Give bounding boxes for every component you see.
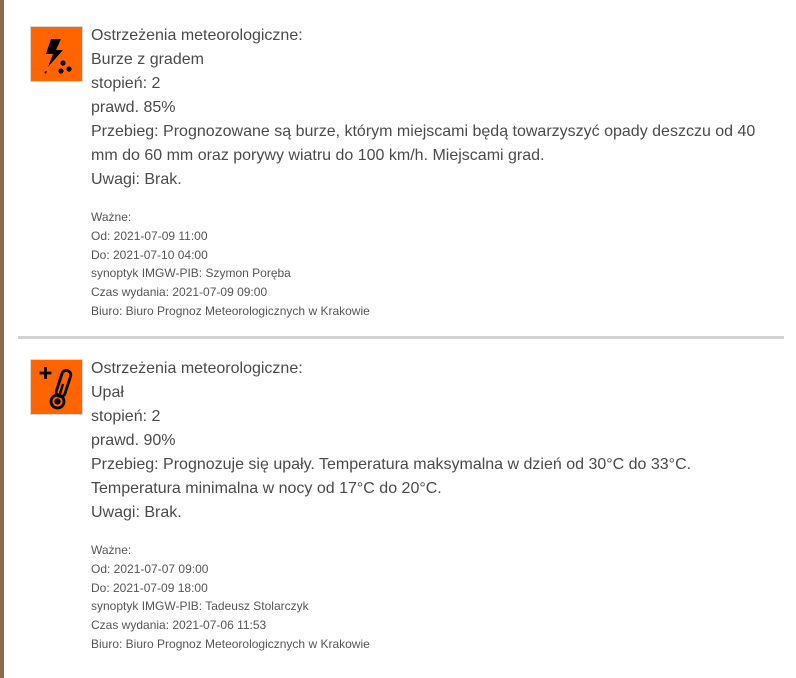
warning-level: stopień: 2: [91, 408, 161, 425]
warning-content: [91, 357, 781, 654]
warning-type: Burze z gradem: [91, 51, 204, 68]
warning-details: [91, 541, 781, 654]
warning-header: Ostrzeżenia meteorologiczne:: [91, 360, 303, 377]
warning-details: [91, 208, 781, 321]
warning-header: Ostrzeżenia meteorologiczne:: [91, 27, 303, 44]
issue-time: Czas wydania: 2021-07-06 11:53: [91, 618, 267, 633]
warning-type: Upał: [91, 384, 124, 401]
issue-time: Czas wydania: 2021-07-09 09:00: [91, 285, 268, 300]
warning-content: [91, 24, 781, 321]
warning-probability: prawd. 85%: [91, 99, 176, 116]
warning-notes: Uwagi: Brak.: [91, 504, 182, 521]
valid-from: Od: 2021-07-07 09:00: [91, 561, 209, 576]
heat-thermometer-icon: [30, 359, 83, 415]
valid-label: Ważne:: [91, 543, 132, 557]
forecaster: synoptyk IMGW-PIB: Tadeusz Stolarczyk: [91, 599, 309, 614]
warning-probability: prawd. 90%: [91, 432, 176, 449]
warning-level: stopień: 2: [91, 75, 161, 92]
forecaster: synoptyk IMGW-PIB: Szymon Poręba: [91, 266, 291, 281]
warning-course: Przebieg: Prognozowane są burze, którym miejscami będą towarzyszyć opady deszczu od 40 mm do 60 mm oraz porywy wiatru do 100 km/h. Miejscami grad.: [91, 123, 756, 164]
forecast-office: Biuro: Biuro Prognoz Meteorologicznych w Krakowie: [91, 636, 370, 651]
warning-course: Przebieg: Prognozuje się upały. Temperatura maksymalna w dzień od 30°C do 33°C. Temperatura minimalna w nocy od 17°C do 20°C.: [91, 456, 692, 497]
left-page-edge: [0, 0, 4, 678]
valid-to: Do: 2021-07-09 18:00: [91, 580, 208, 595]
warning-divider: [18, 336, 784, 339]
warning-notes: Uwagi: Brak.: [91, 171, 182, 188]
valid-label: Ważne:: [91, 210, 132, 224]
valid-to: Do: 2021-07-10 04:00: [91, 247, 208, 262]
valid-from: Od: 2021-07-09 11:00: [91, 228, 208, 243]
thunderstorm-hail-icon: [30, 26, 83, 82]
forecast-office: Biuro: Biuro Prognoz Meteorologicznych w Krakowie: [91, 303, 370, 318]
